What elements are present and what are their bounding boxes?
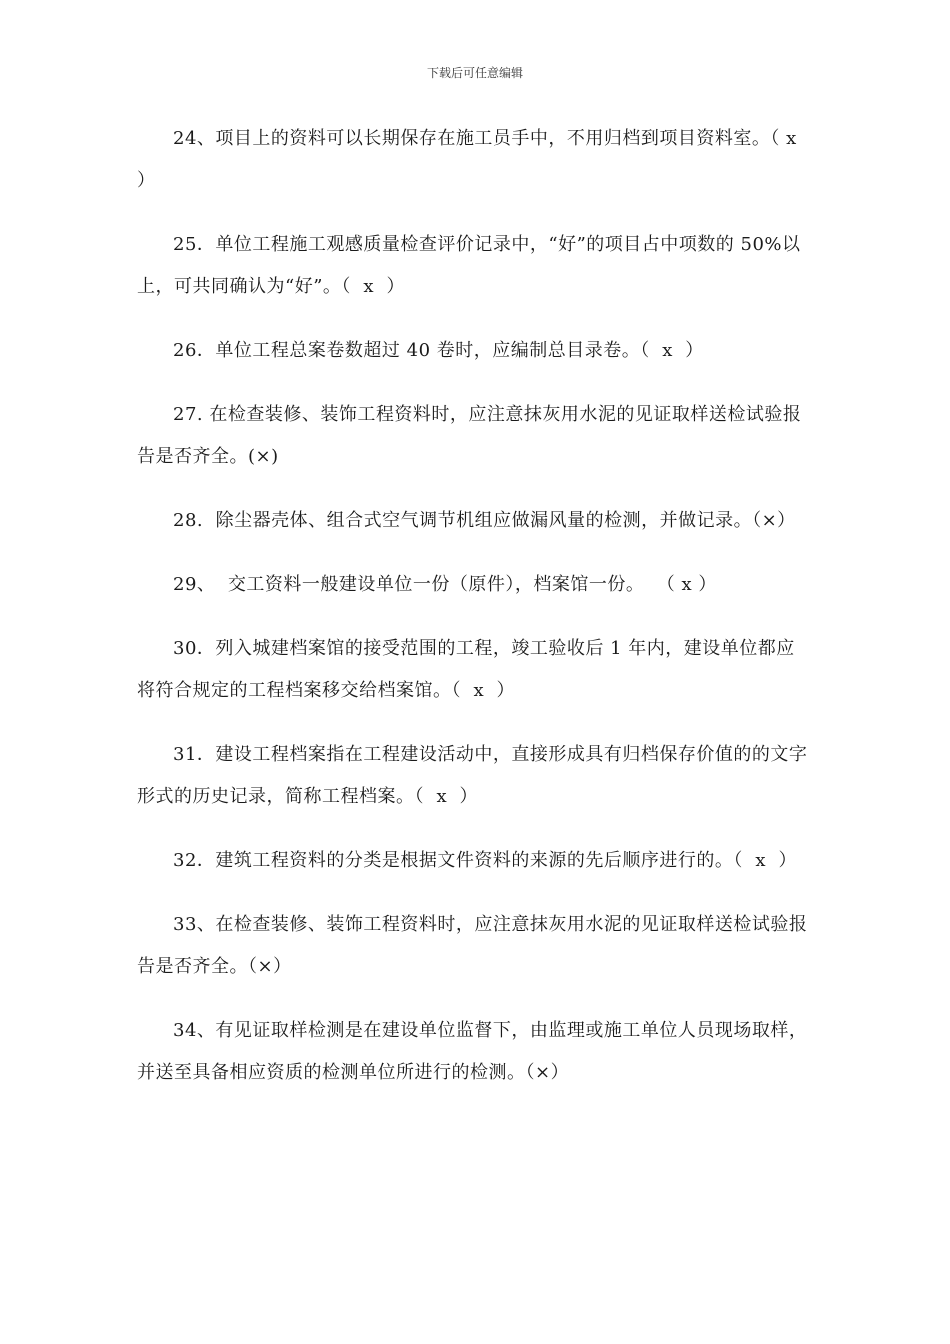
question-26: 26．单位工程总案卷数超过 40 卷时，应编制总目录卷。（ x ）: [173, 340, 704, 361]
question-29: 29、 交工资料一般建设单位一份（原件），档案馆一份。 （ x ）: [173, 574, 717, 595]
page-header: 下载后可任意编辑: [426, 66, 523, 80]
question-28: 28. 除尘器壳体、组合式空气调节机组应做漏风量的检测，并做记录。（×）: [173, 510, 796, 531]
question-24: 24、项目上的资料可以长期保存在施工员手中，不用归档到项目资料室。（ x ）: [137, 128, 804, 191]
question-25: 25．单位工程施工观感质量检查评价记录中，“好”的项目占中项数的 50%以上，可共同确认为“好”。（ x ）: [137, 234, 801, 297]
question-33: 33、在检查装修、装饰工程资料时，应注意抹灰用水泥的见证取样送检试验报告是否齐全。（×）: [137, 914, 808, 977]
question-32: 32．建筑工程资料的分类是根据文件资料的来源的先后顺序进行的。（ x ）: [173, 850, 797, 871]
question-31: 31．建设工程档案指在工程建设活动中，直接形成具有归档保存价值的的文字形式的历史记录，简称工程档案。（ x ）: [137, 744, 808, 807]
question-34: 34、有见证取样检测是在建设单位监督下，由监理或施工单位人员现场取样，并送至具备相应资质的检测单位所进行的检测。（×）: [137, 1020, 808, 1083]
document-body: [137, 118, 809, 1116]
question-27: 27. 在检查装修、装饰工程资料时，应注意抹灰用水泥的见证取样送检试验报告是否齐全。(×): [137, 404, 802, 467]
question-30: 30．列入城建档案馆的接受范围的工程，竣工验收后 1 年内，建设单位都应将符合规定的工程档案移交给档案馆。（ x ）: [137, 638, 795, 701]
